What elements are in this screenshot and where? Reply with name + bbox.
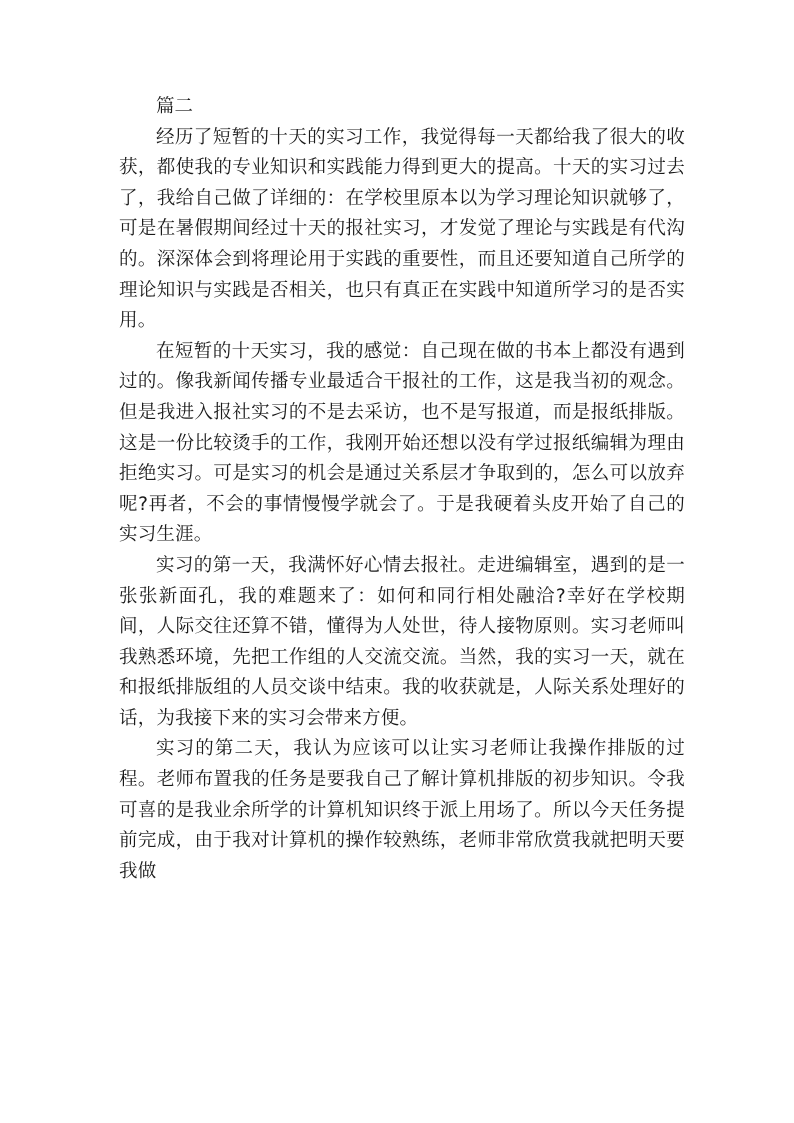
document-body	[119, 92, 685, 887]
paragraph-4: 实习的第二天，我认为应该可以让实习老师让我操作排版的过程。老师布置我的任务是要我自己了解计算机排版的初步知识。令我可喜的是我业余所学的计算机知识终于派上用场了。所以今天任务提前完成，由于我对计算机的操作较熟练，老师非常欣赏我就把明天要我做	[119, 738, 685, 882]
paragraph-1: 经历了短暂的十天的实习工作，我觉得每一天都给我了很大的收获，都使我的专业知识和实践能力得到更大的提高。十天的实习过去了，我给自己做了详细的：在学校里原本以为学习理论知识就够了，可是在暑假期间经过十天的报社实习，才发觉了理论与实践是有代沟的。深深体会到将理论用于实践的重要性，而且还要知道自己所学的理论知识与实践是否相关，也只有真正在实践中知道所学习的是否实用。	[119, 126, 685, 332]
section-heading: 篇二	[156, 96, 194, 117]
paragraph-3: 实习的第一天，我满怀好心情去报社。走进编辑室，遇到的是一张张新面孔，我的难题来了：如何和同行相处融洽?幸好在学校期间，人际交往还算不错，懂得为人处世，待人接物原则。实习老师叫我熟悉环境，先把工作组的人交流交流。当然，我的实习一天，就在和报纸排版组的人员交谈中结束。我的收获就是，人际关系处理好的话，为我接下来的实习会带来方便。	[119, 554, 685, 729]
paragraph-2: 在短暂的十天实习，我的感觉：自己现在做的书本上都没有遇到过的。像我新闻传播专业最适合干报社的工作，这是我当初的观念。但是我进入报社实习的不是去采访，也不是写报道，而是报纸排版。这是一份比较烫手的工作，我刚开始还想以没有学过报纸编辑为理由拒绝实习。可是实习的机会是通过关系层才争取到的，怎么可以放弃呢?再者，不会的事情慢慢学就会了。于是我硬着头皮开始了自己的实习生涯。	[119, 340, 685, 546]
